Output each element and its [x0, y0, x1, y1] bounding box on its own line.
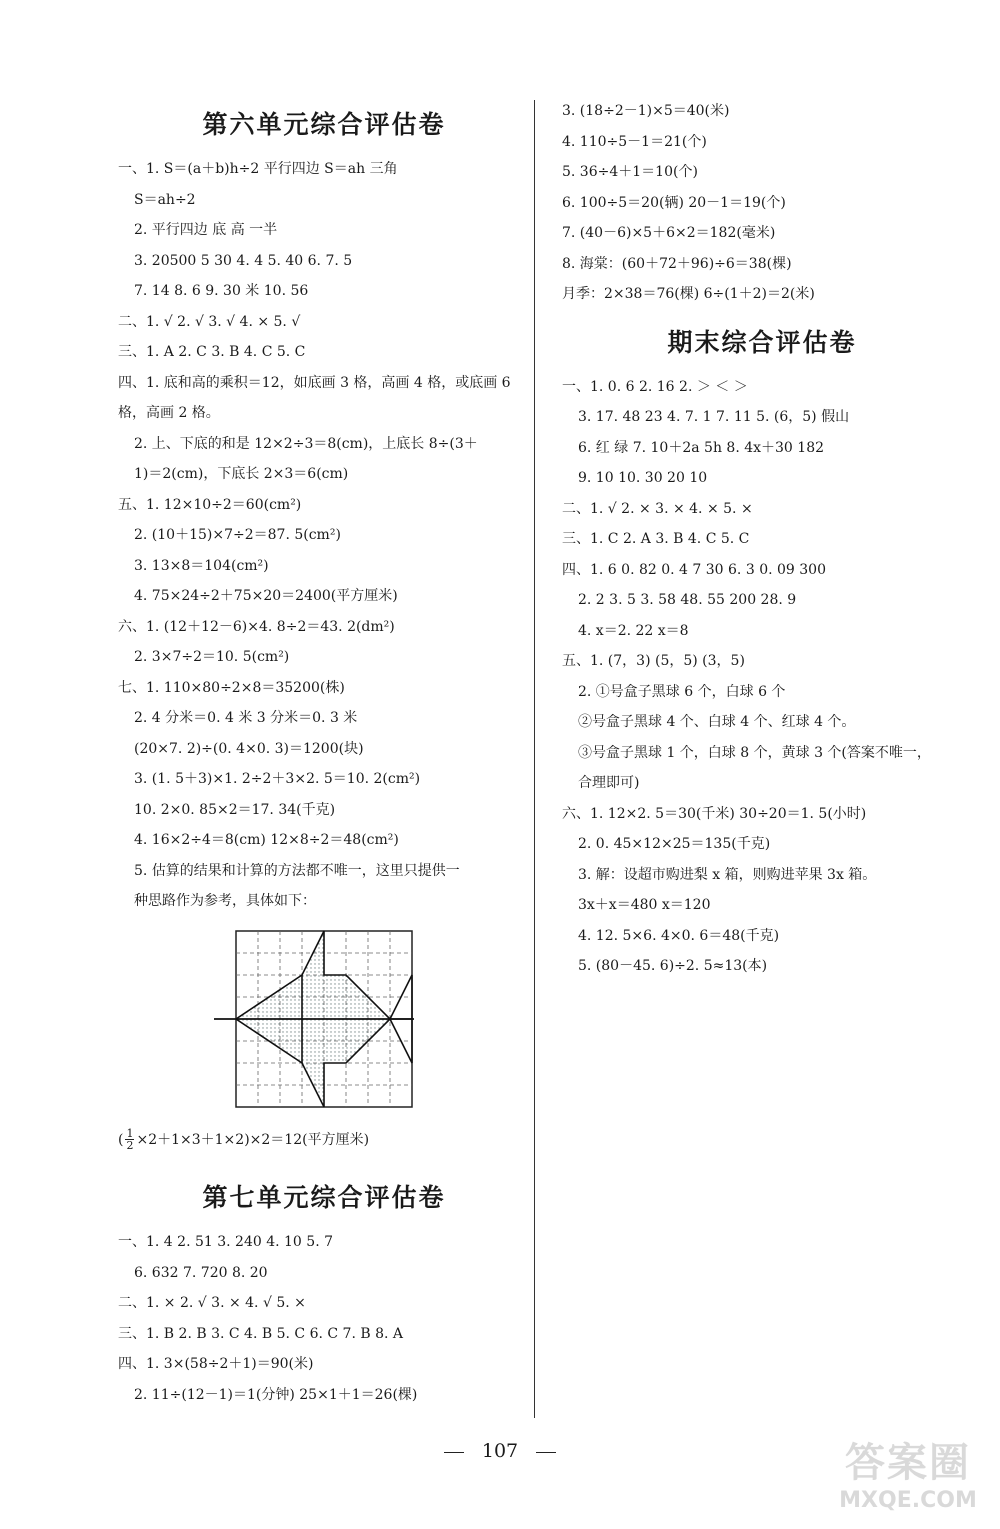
answer-line: 7. (40－6)×5＋6×2＝182(毫米) — [562, 225, 776, 241]
fish-shape-diagram — [214, 923, 414, 1119]
answer-line: 2. 2 3. 5 3. 58 48. 55 200 28. 9 — [578, 592, 797, 608]
one-half-fraction: $\frac{1}{2}$ — [126, 1127, 134, 1152]
answer-line: (20×7. 2)÷(0. 4×0. 3)＝1200(块) — [134, 740, 364, 757]
answer-line: 五、1. 12×10÷2＝60(cm²) — [118, 496, 302, 513]
answer-line: 6. 632 7. 720 8. 20 — [134, 1264, 268, 1281]
answer-line: 月季：2×38＝76(棵) 6÷(1＋2)＝2(米) — [562, 286, 815, 302]
section7-continued-answers — [562, 96, 962, 310]
answer-line: 2. 11÷(12－1)＝1(分钟) 25×1＋1＝26(棵) — [134, 1386, 418, 1403]
right-column — [562, 96, 962, 982]
answer-line: 9. 10 10. 30 20 10 — [578, 470, 708, 486]
section6-title: 第六单元综合评估卷 — [202, 110, 446, 139]
answer-line: 2. 0. 45×12×25＝135(千克) — [578, 836, 771, 852]
left-column — [118, 96, 530, 1410]
answer-line: 七、1. 110×80÷2×8＝35200(株) — [118, 679, 345, 696]
answer-line: 4. 110÷5－1＝21(个) — [562, 133, 707, 150]
final-exam-title: 期末综合评估卷 — [667, 327, 857, 357]
answer-line: 二、1. × 2. √ 3. × 4. √ 5. × — [118, 1295, 306, 1311]
final-exam-answers — [562, 372, 962, 982]
answer-line: 3. 17. 48 23 4. 7. 1 7. 11 5. (6，5) 假山 — [578, 409, 850, 425]
column-divider — [534, 100, 535, 1418]
answer-line: 8. 海棠：(60＋72＋96)÷6＝38(棵) — [562, 255, 792, 272]
watermark-text: 答案圈 — [845, 1440, 971, 1486]
answer-line: 2. ①号盒子黑球 6 个，白球 6 个 — [578, 683, 786, 700]
answer-line: 5. 36÷4＋1＝10(个) — [562, 164, 698, 180]
answer-line: 2. 4 分米＝0. 4 米 3 分米＝0. 3 米 — [134, 710, 358, 726]
answer-line: 三、1. C 2. A 3. B 4. C 5. C — [562, 531, 750, 547]
answer-line: 3x＋x＝480 x＝120 — [578, 897, 711, 913]
answer-line: 2. 平行四边 底 高 一半 — [134, 222, 278, 238]
answer-line: 3. 解：设超市购进梨 x 箱，则购进苹果 3x 箱。 — [578, 866, 877, 883]
answer-line: 六、1. 12×2. 5＝30(千米) 30÷20＝1. 5(小时) — [562, 805, 867, 822]
answer-line: ②号盒子黑球 4 个、白球 4 个、红球 4 个。 — [578, 714, 856, 730]
answer-line: 5. (80－45. 6)÷2. 5≈13(本) — [578, 958, 768, 974]
answer-line: 三、1. B 2. B 3. C 4. B 5. C 6. C 7. B 8. A — [118, 1325, 404, 1342]
section6-answers — [118, 154, 530, 917]
answer-line: 6. 红 绿 7. 10＋2a 5h 8. 4x＋30 182 — [578, 439, 825, 456]
footer-dash-right — [536, 1452, 556, 1453]
answer-line: 4. 75×24÷2＋75×20＝2400(平方厘米) — [134, 588, 398, 604]
answer-line: 三、1. A 2. C 3. B 4. C 5. C — [118, 344, 306, 360]
answer-line: 一、1. 0. 6 2. 16 2. ＞ ＜ ＞ — [562, 378, 748, 395]
answer-line: 4. 16×2÷4＝8(cm) 12×8÷2＝48(cm²) — [134, 832, 399, 848]
answer-line: ③号盒子黑球 1 个，白球 8 个，黄球 3 个(答案不唯一， — [578, 744, 931, 761]
answer-line: 一、1. 4 2. 51 3. 240 4. 10 5. 7 — [118, 1234, 334, 1250]
answer-line: 二、1. √ 2. √ 3. √ 4. × 5. √ — [118, 313, 301, 330]
answer-line: 一、1. S＝(a＋b)h÷2 平行四边 S＝ah 三角 — [118, 161, 398, 177]
answer-line: 六、1. (12＋12－6)×4. 8÷2＝43. 2(dm²) — [118, 618, 395, 635]
answer-line: 3. 20500 5 30 4. 4 5. 40 6. 7. 5 — [134, 252, 353, 269]
answer-line: 种思路作为参考，具体如下： — [134, 893, 316, 909]
watermark-url: MXQE.COM — [839, 1488, 977, 1513]
answer-line: 2. (10＋15)×7÷2＝87. 5(cm²) — [134, 527, 341, 543]
answer-line: 1)＝2(cm)，下底长 2×3＝6(cm) — [134, 466, 349, 482]
page-number: 107 — [481, 1440, 519, 1462]
answer-line: 5. 估算的结果和计算的方法都不唯一，这里只提供一 — [134, 862, 460, 879]
answer-line: 四、1. 底和高的乘积＝12，如底画 3 格，高画 4 格，或底画 6 — [118, 374, 511, 391]
answer-line: 10. 2×0. 85×2＝17. 34(千克) — [134, 801, 336, 818]
answer-line: 四、1. 6 0. 82 0. 4 7 30 6. 3 0. 09 300 — [562, 561, 826, 578]
answer-line: 2. 上、下底的和是 12×2÷3＝8(cm)，上底长 8÷(3＋ — [134, 435, 478, 452]
watermark-logo — [828, 1431, 988, 1521]
answer-line: 四、1. 3×(58÷2＋1)＝90(米) — [118, 1356, 314, 1372]
section7-title: 第七单元综合评估卷 — [202, 1183, 446, 1212]
answer-line: 3. 13×8＝104(cm²) — [134, 557, 269, 574]
fish-grid-figure — [118, 917, 530, 1125]
section7-answers — [118, 1227, 530, 1410]
answer-line: 二、1. √ 2. × 3. × 4. × 5. × — [562, 500, 753, 517]
answer-line: 4. x＝2. 22 x＝8 — [578, 622, 689, 639]
answer-line: 7. 14 8. 6 9. 30 米 10. 56 — [134, 283, 309, 299]
answer-line: 格，高画 2 格。 — [118, 405, 220, 421]
answer-line: S＝ah÷2 — [134, 191, 196, 208]
footer-dash-left — [444, 1452, 464, 1453]
area-formula: ( $\frac{1}{2}$ ×2＋1×3＋1×2)×2＝12(平方厘米) — [118, 1127, 370, 1152]
answer-line: 3. (18÷2－1)×5＝40(米) — [562, 103, 730, 119]
answer-line: 2. 3×7÷2＝10. 5(cm²) — [134, 649, 290, 665]
answer-line: 合理即可) — [578, 775, 640, 791]
answer-line: 3. (1. 5＋3)×1. 2÷2＋3×2. 5＝10. 2(cm²) — [134, 771, 421, 787]
answer-line: 五、1. (7，3) (5，5) (3，5) — [562, 653, 745, 669]
answer-line: 4. 12. 5×6. 4×0. 6＝48(千克) — [578, 927, 780, 944]
answer-line: 6. 100÷5＝20(辆) 20－1＝19(个) — [562, 194, 786, 211]
